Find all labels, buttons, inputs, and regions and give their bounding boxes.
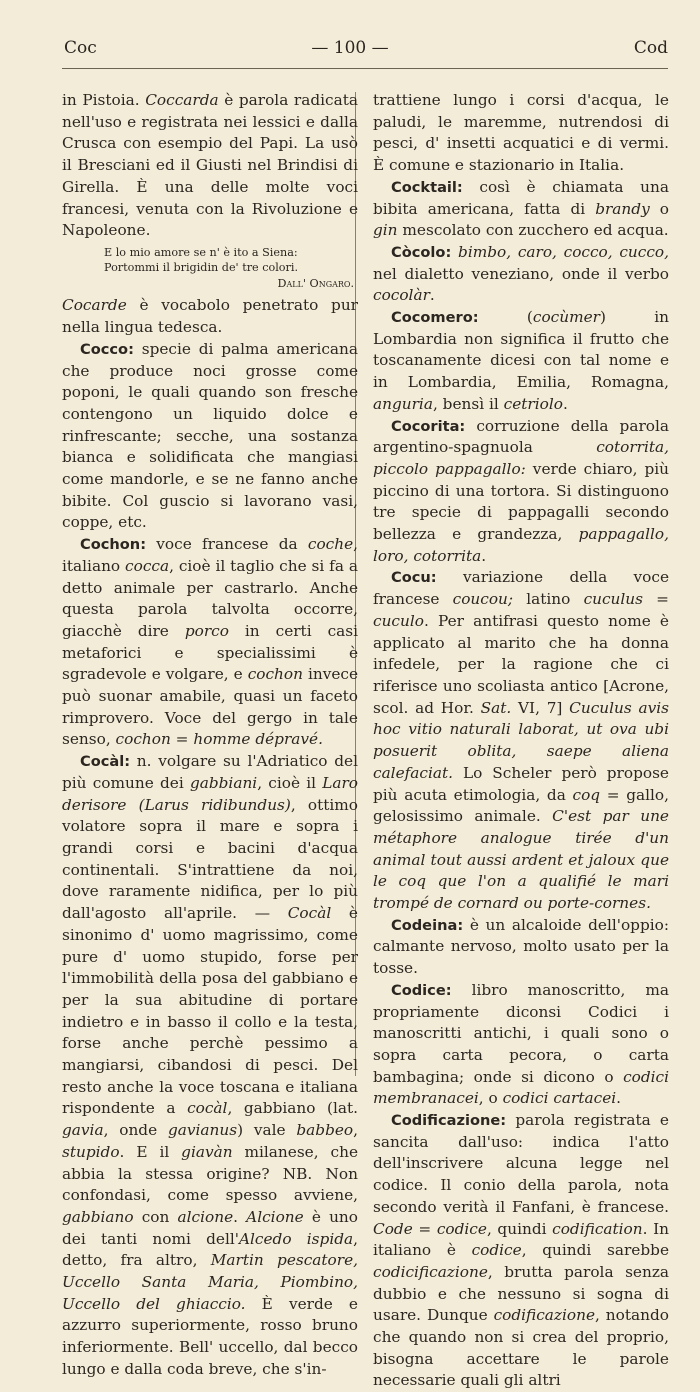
italic-text: brandy — [595, 199, 650, 218]
quote-line: Portommi il brigidin de' tre colori. — [104, 261, 299, 275]
italic-text: babbeo — [296, 1121, 354, 1140]
italic-text: Cuculus avis hoc vitio naturali laborat, ut ova ubi posuerit oblita, saepe aliena calefaciat. — [373, 698, 670, 782]
entry-codeina — [373, 915, 669, 980]
headword: Cocàl: — [80, 753, 131, 771]
italic-text: coche — [307, 535, 354, 554]
headword: Codeina: — [391, 916, 464, 934]
header-rule — [62, 68, 668, 69]
text-run: , onde — [103, 1121, 168, 1140]
text-run: , quindi sarebbe — [521, 1241, 669, 1260]
text-run: voce francese da — [146, 535, 308, 554]
entry-codificazione — [373, 1110, 669, 1392]
italic-text: gavianus — [167, 1121, 238, 1140]
headword: Còcolo: — [391, 243, 452, 261]
entry-cocal — [62, 751, 358, 1380]
text-run: invece può suonar amabile, quasi un faceto rimprovero. Voce del gergo in tale senso, — [62, 665, 359, 749]
text-run: è parola radicata nell'uso e registrata nei lessici e dalla Crusca con esempio del Papi. La usò il Bresciani ed il Giusti nel Brindisi di Girella. È una delle molte voci francesi, venuta con la Rivoluzione e Napoleone. — [62, 91, 358, 240]
text-run: specie di palma americana che produce noci grosse come poponi, le quali quando son fresche contengono un liquido dolce e rinfrescante; secche, una sostanza bianca e solidificata che mangiasi come mandorle, e se ne fanno anche bibite. Col guscio si lavorano vasi, coppe, etc. — [62, 339, 358, 532]
text-run: è un alcaloide dell'oppio: calmante nervoso, molto usato per la tosse. — [373, 915, 669, 978]
headword: Codice: — [391, 981, 452, 999]
header-right-word: Cod — [633, 38, 668, 58]
headword: Cocomero: — [391, 309, 479, 327]
text-run: , quindi — [486, 1219, 553, 1238]
italic-text: pappagallo, loro, cotorrita — [373, 525, 669, 565]
italic-text: cocùmer — [532, 308, 600, 327]
italic-text: gavia — [62, 1121, 104, 1140]
text-run: . — [562, 394, 568, 413]
entry-cocolo — [373, 242, 669, 307]
italic-text: Cocarde — [62, 296, 127, 315]
headword: Codificazione: — [391, 1112, 507, 1130]
italic-text: codice — [471, 1241, 522, 1260]
italic-text: cocca — [125, 556, 170, 575]
italic-text: cocàl — [187, 1099, 228, 1118]
italic-text: cuculo — [373, 611, 424, 630]
italic-text: porco — [184, 621, 229, 640]
italic-text: bimbo, caro, cocco, cucco, — [458, 242, 669, 261]
text-run: , italiano — [62, 535, 358, 575]
text-run: libro manoscritto, ma propriamente diconsi Codici i manoscritti antichi, i quali sono o sopra carta pecora, o carta bambagina; onde si dicono o — [373, 980, 669, 1086]
italic-text: codificazione — [493, 1306, 595, 1325]
text-run: , gabbiano (lat. — [227, 1099, 358, 1118]
italic-text: Martin pescatore, Uccello Santa Maria, Piombino, Uccello del ghiaccio. — [62, 1251, 358, 1313]
text-run: , notando che quando non si crea del proprio, bisogna accettare le parole necessarie quali gli altri — [373, 1306, 669, 1390]
header-left-word: Coc — [64, 38, 97, 58]
text-run: o — [649, 199, 669, 218]
italic-text: stupido — [62, 1142, 120, 1161]
text-run: , brutta parola senza dubbio e che nessuno si sogna di usare. Dunque — [373, 1262, 669, 1325]
headword: Cochon: — [80, 536, 147, 554]
text-run: Lo Scheler però propose più acuta etimologia, da — [373, 763, 669, 804]
paragraph-coccarda — [62, 90, 358, 242]
text-run: , — [353, 1121, 358, 1140]
text-run: , o — [478, 1089, 503, 1108]
text-run: latino — [513, 590, 584, 609]
italic-text: cetriolo — [503, 394, 563, 413]
text-run: . — [233, 1207, 247, 1226]
italic-text: coq — [572, 785, 601, 804]
text-run: variazione della voce francese — [373, 568, 669, 609]
italic-text: Alcione — [246, 1207, 304, 1226]
italic-text: Coccarda — [145, 91, 219, 109]
text-run: , bensì il — [432, 394, 504, 413]
italic-text: cocolàr — [373, 286, 430, 305]
italic-text: Alcedo ispida — [238, 1229, 354, 1248]
text-run: nel dialetto veneziano, onde il verbo — [373, 264, 669, 283]
italic-text: anguria — [373, 394, 433, 413]
text-run: ( — [478, 308, 533, 327]
entry-cochon — [62, 534, 358, 751]
italic-text: Code = codice — [373, 1219, 487, 1238]
right-column — [373, 90, 669, 1392]
text-run: verde chiaro, più piccino di una tortora. Si distinguono tre specie di pappagalli secondo bellezza e grandezza, — [373, 459, 670, 544]
text-run: . — [481, 546, 487, 565]
headword: Cocu: — [391, 569, 437, 587]
text-run: , cioè il taglio che si fa a detto animale per castrarlo. Anche questa parola talvolta occorre, giacchè dire — [62, 556, 358, 640]
text-run: . In italiano è — [373, 1219, 670, 1260]
italic-text: giavàn — [181, 1142, 233, 1161]
paragraph-cocarde — [62, 295, 358, 338]
italic-text: gabbiano — [62, 1207, 134, 1226]
text-run: . Per antifrasi questo nome è applicato al marito che ha donna infedele, per la ragione che ci riferisce uno scoliasta antico [Acrone, scol. ad Hor. — [373, 611, 669, 717]
italic-text: cuculus — [583, 590, 643, 609]
text-run: . — [616, 1089, 622, 1108]
entry-cocco — [62, 339, 358, 534]
text-run: parola registrata e sancita dall'uso: indica l'atto dell'inscrivere alcuna legge nel codice. Il conio della parola, nota secondo verità il Fanfani, è francese. — [373, 1111, 669, 1216]
text-run: è vocabolo penetrato pur nella lingua tedesca. — [62, 296, 358, 337]
text-run: è uno dei tanti nomi dell' — [62, 1207, 358, 1248]
text-run: = gallo, gelosissimo animale. — [373, 785, 669, 826]
verse-quotation — [104, 245, 358, 292]
entry-cocktail — [373, 177, 669, 242]
quote-source: Dall' Ongaro. — [277, 276, 354, 290]
text-run: è sinonimo d' uomo magrissimo, come pure d' uomo stupido, forse per l'immobilità della posa del gabbiano e per la sua abitudine di portare indietro e in basso il collo e la testa, forse anche perchè pessimo a mangiarsi, cibandosi di pesci. Del resto anche la voce toscana e italiana rispondente a — [62, 904, 358, 1118]
text-run: corruzione della parola argentino-spagnuola — [373, 416, 669, 457]
left-column — [62, 90, 358, 1381]
entry-cocorita — [373, 416, 669, 568]
italic-text: C'est par une métaphore analogue tirée d'un animal tout aussi ardent et jaloux que le coq que l'on a qualifié le mari trompé de cornard ou porte-cornes. — [373, 807, 669, 913]
italic-text: cochon — [247, 665, 303, 684]
italic-text: Cocàl — [287, 904, 332, 923]
text-run: milanese, che abbia la stessa origine? NB. Non confondasi, come spesso avviene, — [62, 1142, 358, 1205]
text-run: mescolato con zucchero ed acqua. — [397, 221, 669, 240]
italic-text: codification — [552, 1219, 643, 1238]
text-run: . E il — [119, 1142, 182, 1161]
entry-cocu — [373, 567, 669, 914]
headword: Cocorita: — [391, 417, 466, 435]
entry-cocomero — [373, 307, 669, 416]
italic-text: codici membranacei — [373, 1067, 669, 1108]
quote-line: E lo mio amore se n' è ito a Siena: — [104, 245, 298, 259]
text-run: È verde e azzurro superiormente, rosso bruno inferiormente. Bell' uccello, dal becco lungo e dalla coda breve, che s'in- — [62, 1294, 358, 1378]
italic-text: alcione — [177, 1207, 234, 1226]
headword: Cocktail: — [391, 178, 463, 196]
text-run: ) vale — [237, 1121, 297, 1140]
text-run: in certi casi metaforici e specialissimi è sgradevole e volgare, e — [62, 621, 358, 684]
italic-text: gabbiani — [189, 773, 258, 792]
running-header — [0, 38, 700, 68]
text-run: n. volgare su l'Adriatico del più comune dei — [62, 752, 358, 792]
text-run: in Pistoia. — [62, 91, 146, 109]
italic-text: codicificazione — [373, 1262, 488, 1281]
text-run: . — [429, 286, 435, 305]
text-run: , ottimo volatore sopra il mare e sopra i grandi corsi e bacini d'acqua continentali. S'intrattiene da noi, dove raramente nidifica, per lo più dall'agosto all'aprile. — — [62, 795, 358, 923]
italic-text: gin — [373, 221, 398, 240]
italic-text: coucou; — [452, 590, 514, 609]
text-run: ) in Lombardia non significa il frutto che toscanamente dicesi con tal nome e in Lombardia, Emilia, Romagna, — [373, 308, 669, 392]
italic-text: Sat. — [480, 698, 512, 717]
italic-text: Laro derisore (Larus ridibundus) — [62, 773, 358, 814]
headword: Cocco: — [80, 340, 134, 358]
italic-text: cochon = homme dépravé. — [115, 730, 323, 749]
page-number: — 100 — — [311, 38, 389, 58]
text-run: = — [643, 590, 669, 609]
text-run: VI, 7] — [511, 698, 570, 717]
text-run: , detto, fra altro, — [62, 1229, 359, 1270]
text-run: trattiene lungo i corsi d'acqua, le paludi, le maremme, nutrendosi di pesci, d' insetti acquatici e di vermi. È comune e stazionario in Italia. — [373, 91, 669, 175]
text-run: così è chiamata una bibita americana, fatta di — [373, 177, 669, 218]
text-run: , cioè il — [257, 773, 323, 792]
italic-text: cotorrita, piccolo pappagallo: — [373, 438, 669, 478]
text-run: con — [133, 1207, 178, 1226]
paragraph-continuation — [373, 90, 669, 177]
italic-text: codici cartacei — [502, 1089, 617, 1108]
